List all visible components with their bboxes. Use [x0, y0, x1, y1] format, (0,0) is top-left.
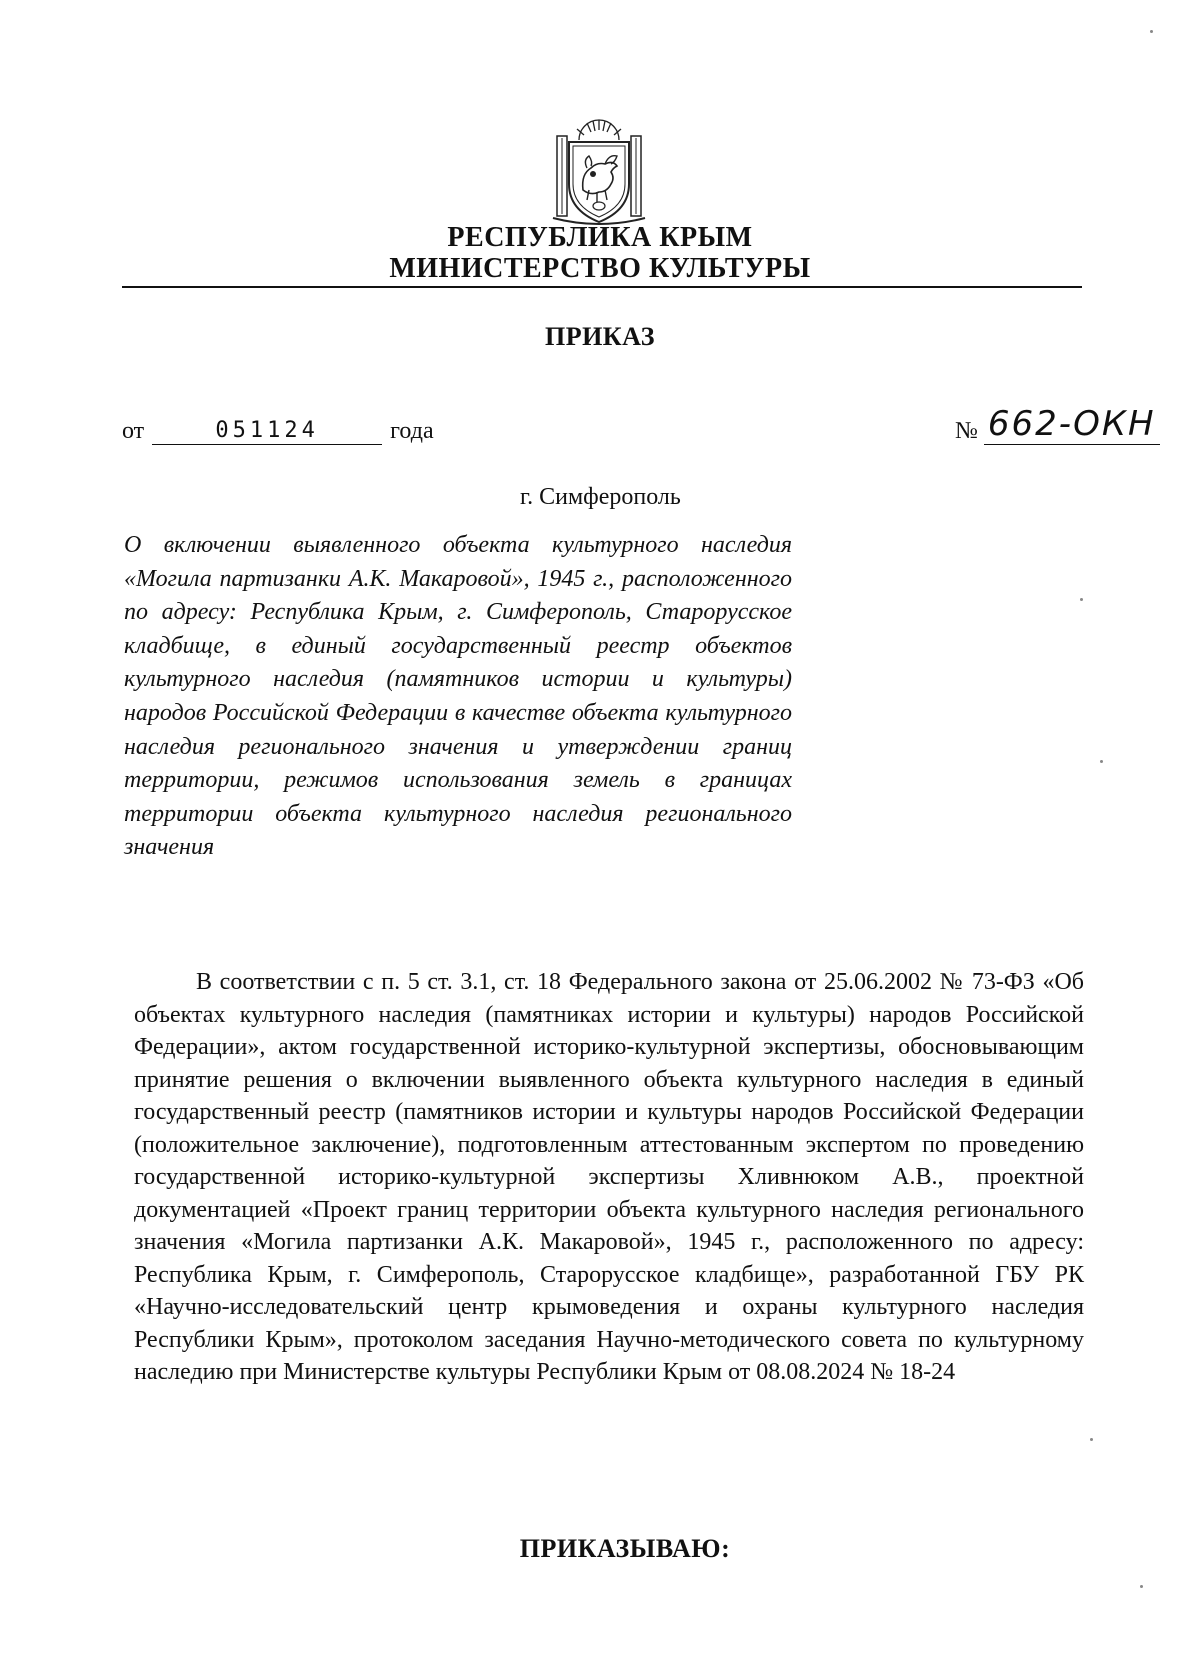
number-sign: № — [955, 418, 978, 444]
date-line — [122, 418, 434, 445]
order-verb: ПРИКАЗЫВАЮ: — [519, 1534, 731, 1563]
date-value: 051124 — [152, 419, 382, 445]
crimea-coat-of-arms-icon — [549, 118, 649, 228]
date-suffix: года — [390, 418, 434, 444]
document-title: ПРИКАЗ — [544, 322, 656, 351]
header-ministry: МИНИСТЕРСТВО КУЛЬТУРЫ — [389, 253, 811, 284]
header-divider — [122, 286, 1082, 288]
city: г. Симферополь — [520, 484, 681, 510]
preamble-paragraph: В соответствии с п. 5 ст. 3.1, ст. 18 Федерального закона от 25.06.2002 № 73-ФЗ «Об объектах культурного наследия (памятниках истории и культуры) народов Российской Федерации», актом государственной историко-культурной экспертизы, обосновывающим принятие решения о включении выявленного объекта культурного наследия в единый государственный реестр (памятников истории и культуры народов Российской Федерации (положительное заключение), подготовленным аттестованным экспертом по проведению государственной историко-культурной экспертизы Хливнюком А.В., проектной документацией «Проект границ территории объекта культурного наследия регионального значения «Могила партизанки А.К. Макаровой», 1945 г., расположенного по адресу: Республика Крым, г. Симферополь, Старорусское кладбище», разработанной ГБУ РК «Научно-исследовательский центр крымоведения и охраны культурного наследия Республики Крым», протоколом заседания Научно-методического совета по культурному наследию при Министерстве культуры Республики Крым от 08.08.2024 № 18-24 — [134, 969, 1084, 1385]
issuer-header — [0, 222, 1200, 284]
scan-speck — [1140, 1585, 1143, 1588]
order-number: 662-ОКН — [984, 404, 1160, 445]
date-prefix: от — [122, 418, 145, 444]
scan-speck — [1090, 1438, 1093, 1441]
order-subject: О включении выявленного объекта культурного наследия «Могила партизанки А.К. Макаровой», 1945 г., расположенного по адресу: Республика Крым, г. Симферополь, Старорусское кладбище, в единый государственный реестр объектов культурного наследия (памятников истории и культуры) народов Российской Федерации в качестве объекта культурного наследия регионального значения и утверждении границ территории, режимов использования земель в границах территории объекта культурного наследия регионального значения — [124, 532, 792, 861]
scan-speck — [1150, 30, 1153, 33]
scan-speck — [1080, 598, 1083, 601]
header-republic: РЕСПУБЛИКА КРЫМ — [447, 222, 753, 253]
scan-speck — [1100, 760, 1103, 763]
order-number-line — [955, 404, 1160, 445]
